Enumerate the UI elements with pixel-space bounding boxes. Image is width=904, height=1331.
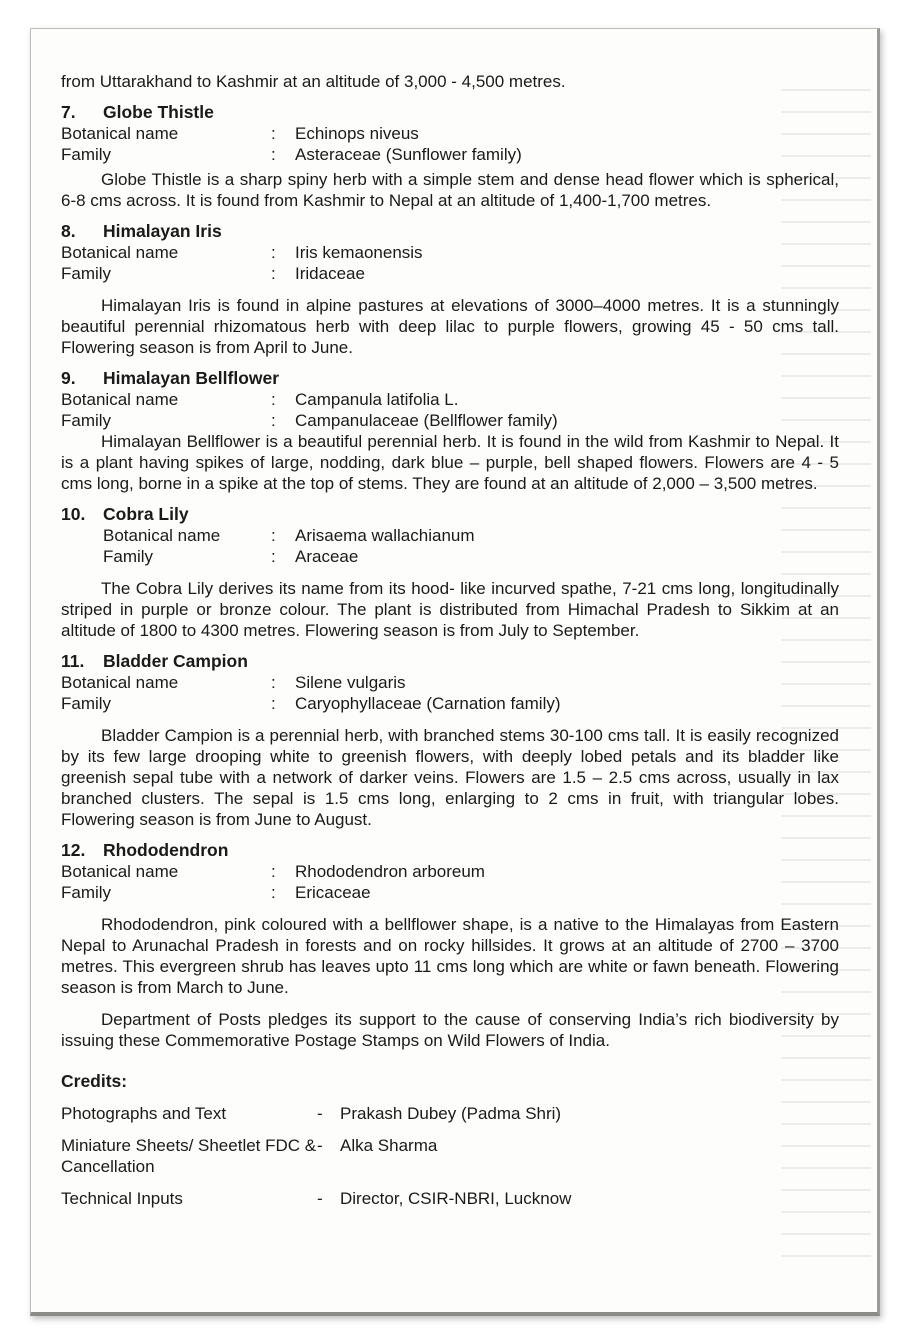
flower-entry-12 bbox=[61, 840, 839, 998]
credit-value: Alka Sharma bbox=[340, 1136, 438, 1155]
flower-heading bbox=[61, 102, 839, 123]
botanical-name: Silene vulgaris bbox=[295, 673, 406, 692]
credits-section bbox=[61, 1071, 839, 1209]
family-row bbox=[61, 546, 839, 567]
colon: : bbox=[271, 145, 276, 164]
flower-entry-7 bbox=[61, 102, 839, 211]
botanical-label: Botanical name bbox=[61, 390, 179, 409]
credit-label: Photographs and Text bbox=[61, 1104, 227, 1123]
botanical-row bbox=[61, 861, 839, 882]
botanical-row bbox=[61, 389, 839, 410]
colon: : bbox=[271, 547, 276, 566]
flower-name: Bladder Campion bbox=[103, 651, 248, 671]
colon: : bbox=[271, 673, 276, 692]
credit-label: Miniature Sheets/ Sheetlet FDC & Cancellation bbox=[61, 1136, 317, 1176]
flower-description: Bladder Campion is a perennial herb, with branched stems 30-100 cms tall. It is easily recognized by its few large drooping white to greenish flowers, with deeply lobed petals and its bladder like greenish sepal tube with a network of darker veins. Flowers are 1.5 – 2.5 cms across, usually in lax branched clusters. The sepal is 1.5 cms long, enlarging to 2 cms in fruit, with triangular lobes. Flowering season is from June to August. bbox=[61, 726, 839, 829]
page-content bbox=[61, 71, 839, 1209]
credit-row bbox=[61, 1188, 839, 1209]
family-label: Family bbox=[61, 411, 112, 430]
family-label: Family bbox=[61, 883, 112, 902]
flower-description: Himalayan Iris is found in alpine pastures at elevations of 3000–4000 metres. It is a stunningly beautiful perennial rhizomatous herb with deep lilac to purple flowers, growing 45 - 50 cms tall. Flowering season is from April to June. bbox=[61, 296, 839, 357]
document-page bbox=[30, 28, 880, 1316]
colon: : bbox=[271, 124, 276, 143]
family-name: Araceae bbox=[295, 547, 359, 566]
family-label: Family bbox=[61, 145, 112, 164]
flower-entry-10 bbox=[61, 504, 839, 641]
family-row bbox=[61, 144, 839, 165]
botanical-row bbox=[61, 242, 839, 263]
flower-number: 9. bbox=[61, 368, 76, 388]
family-name: Asteraceae (Sunflower family) bbox=[295, 145, 522, 164]
intro-line: from Uttarakhand to Kashmir at an altitude of 3,000 - 4,500 metres. bbox=[61, 72, 566, 91]
flower-description: The Cobra Lily derives its name from its hood- like incurved spathe, 7-21 cms long, longitudinally striped in purple or bronze colour. The plant is distributed from Himachal Pradesh to Sikkim at an altitude of 1800 to 4300 metres. Flowering season is from July to September. bbox=[61, 579, 839, 640]
botanical-row bbox=[61, 525, 839, 546]
family-row bbox=[61, 263, 839, 284]
credit-row bbox=[61, 1135, 839, 1177]
family-name: Iridaceae bbox=[295, 264, 365, 283]
flower-description: Globe Thistle is a sharp spiny herb with a simple stem and dense head flower which is spherical, 6-8 cms across. It is found from Kashmir to Nepal at an altitude of 1,400-1,700 metres. bbox=[61, 170, 839, 210]
closing-paragraph: Department of Posts pledges its support to the cause of conserving India’s rich biodiversity by issuing these Commemorative Postage Stamps on Wild Flowers of India. bbox=[61, 1010, 839, 1050]
colon: : bbox=[271, 883, 276, 902]
colon: : bbox=[271, 694, 276, 713]
botanical-label: Botanical name bbox=[61, 673, 179, 692]
flower-heading bbox=[61, 368, 839, 389]
flower-description: Rhododendron, pink coloured with a bellflower shape, is a native to the Himalayas from Eastern Nepal to Arunachal Pradesh in forests and on rocky hillsides. It grows at an altitude of 2700 – 3700 metres. This evergreen shrub has leaves upto 11 cms long which are white or fawn beneath. Flowering season is from March to June. bbox=[61, 915, 839, 997]
family-name: Ericaceae bbox=[295, 883, 371, 902]
family-name: Caryophyllaceae (Carnation family) bbox=[295, 694, 561, 713]
credits-title: Credits: bbox=[61, 1071, 128, 1091]
flower-number: 7. bbox=[61, 102, 76, 122]
family-row bbox=[61, 410, 839, 431]
flower-name: Cobra Lily bbox=[103, 504, 189, 524]
dash: - bbox=[317, 1136, 323, 1155]
flower-description: Himalayan Bellflower is a beautiful perennial herb. It is found in the wild from Kashmir to Nepal. It is a plant having spikes of large, nodding, dark blue – purple, bell shaped flowers. Flowers are 4 - 5 cms long, borne in a spike at the top of stems. They are found at an altitude of 2,000 – 3,500 metres. bbox=[61, 432, 839, 493]
colon: : bbox=[271, 411, 276, 430]
botanical-name: Echinops niveus bbox=[295, 124, 419, 143]
botanical-name: Campanula latifolia L. bbox=[295, 390, 459, 409]
flower-heading bbox=[61, 504, 839, 525]
botanical-row bbox=[61, 123, 839, 144]
dash: - bbox=[317, 1189, 323, 1208]
flower-heading bbox=[61, 651, 839, 672]
credit-value: Director, CSIR-NBRI, Lucknow bbox=[340, 1189, 572, 1208]
family-label: Family bbox=[103, 547, 154, 566]
colon: : bbox=[271, 526, 276, 545]
flower-name: Globe Thistle bbox=[103, 102, 214, 122]
family-row bbox=[61, 882, 839, 903]
botanical-name: Arisaema wallachianum bbox=[295, 526, 475, 545]
botanical-name: Rhododendron arboreum bbox=[295, 862, 485, 881]
flower-heading bbox=[61, 840, 839, 861]
family-label: Family bbox=[61, 264, 112, 283]
botanical-label: Botanical name bbox=[61, 862, 179, 881]
botanical-label: Botanical name bbox=[103, 526, 221, 545]
flower-number: 8. bbox=[61, 221, 76, 241]
colon: : bbox=[271, 862, 276, 881]
flower-number: 11. bbox=[61, 651, 85, 671]
flower-name: Himalayan Bellflower bbox=[103, 368, 280, 388]
flower-entry-9 bbox=[61, 368, 839, 494]
family-name: Campanulaceae (Bellflower family) bbox=[295, 411, 558, 430]
credit-row bbox=[61, 1103, 839, 1124]
flower-entry-11 bbox=[61, 651, 839, 830]
family-row bbox=[61, 693, 839, 714]
botanical-label: Botanical name bbox=[61, 243, 179, 262]
flower-name: Himalayan Iris bbox=[103, 221, 222, 241]
botanical-name: Iris kemaonensis bbox=[295, 243, 423, 262]
flower-heading bbox=[61, 221, 839, 242]
flower-name: Rhododendron bbox=[103, 840, 229, 860]
credit-label: Technical Inputs bbox=[61, 1189, 183, 1208]
botanical-row bbox=[61, 672, 839, 693]
dash: - bbox=[317, 1104, 323, 1123]
flower-number: 10. bbox=[61, 504, 86, 524]
colon: : bbox=[271, 243, 276, 262]
credit-value: Prakash Dubey (Padma Shri) bbox=[340, 1104, 562, 1123]
flower-entry-8 bbox=[61, 221, 839, 358]
family-label: Family bbox=[61, 694, 112, 713]
colon: : bbox=[271, 390, 276, 409]
botanical-label: Botanical name bbox=[61, 124, 179, 143]
colon: : bbox=[271, 264, 276, 283]
flower-number: 12. bbox=[61, 840, 86, 860]
